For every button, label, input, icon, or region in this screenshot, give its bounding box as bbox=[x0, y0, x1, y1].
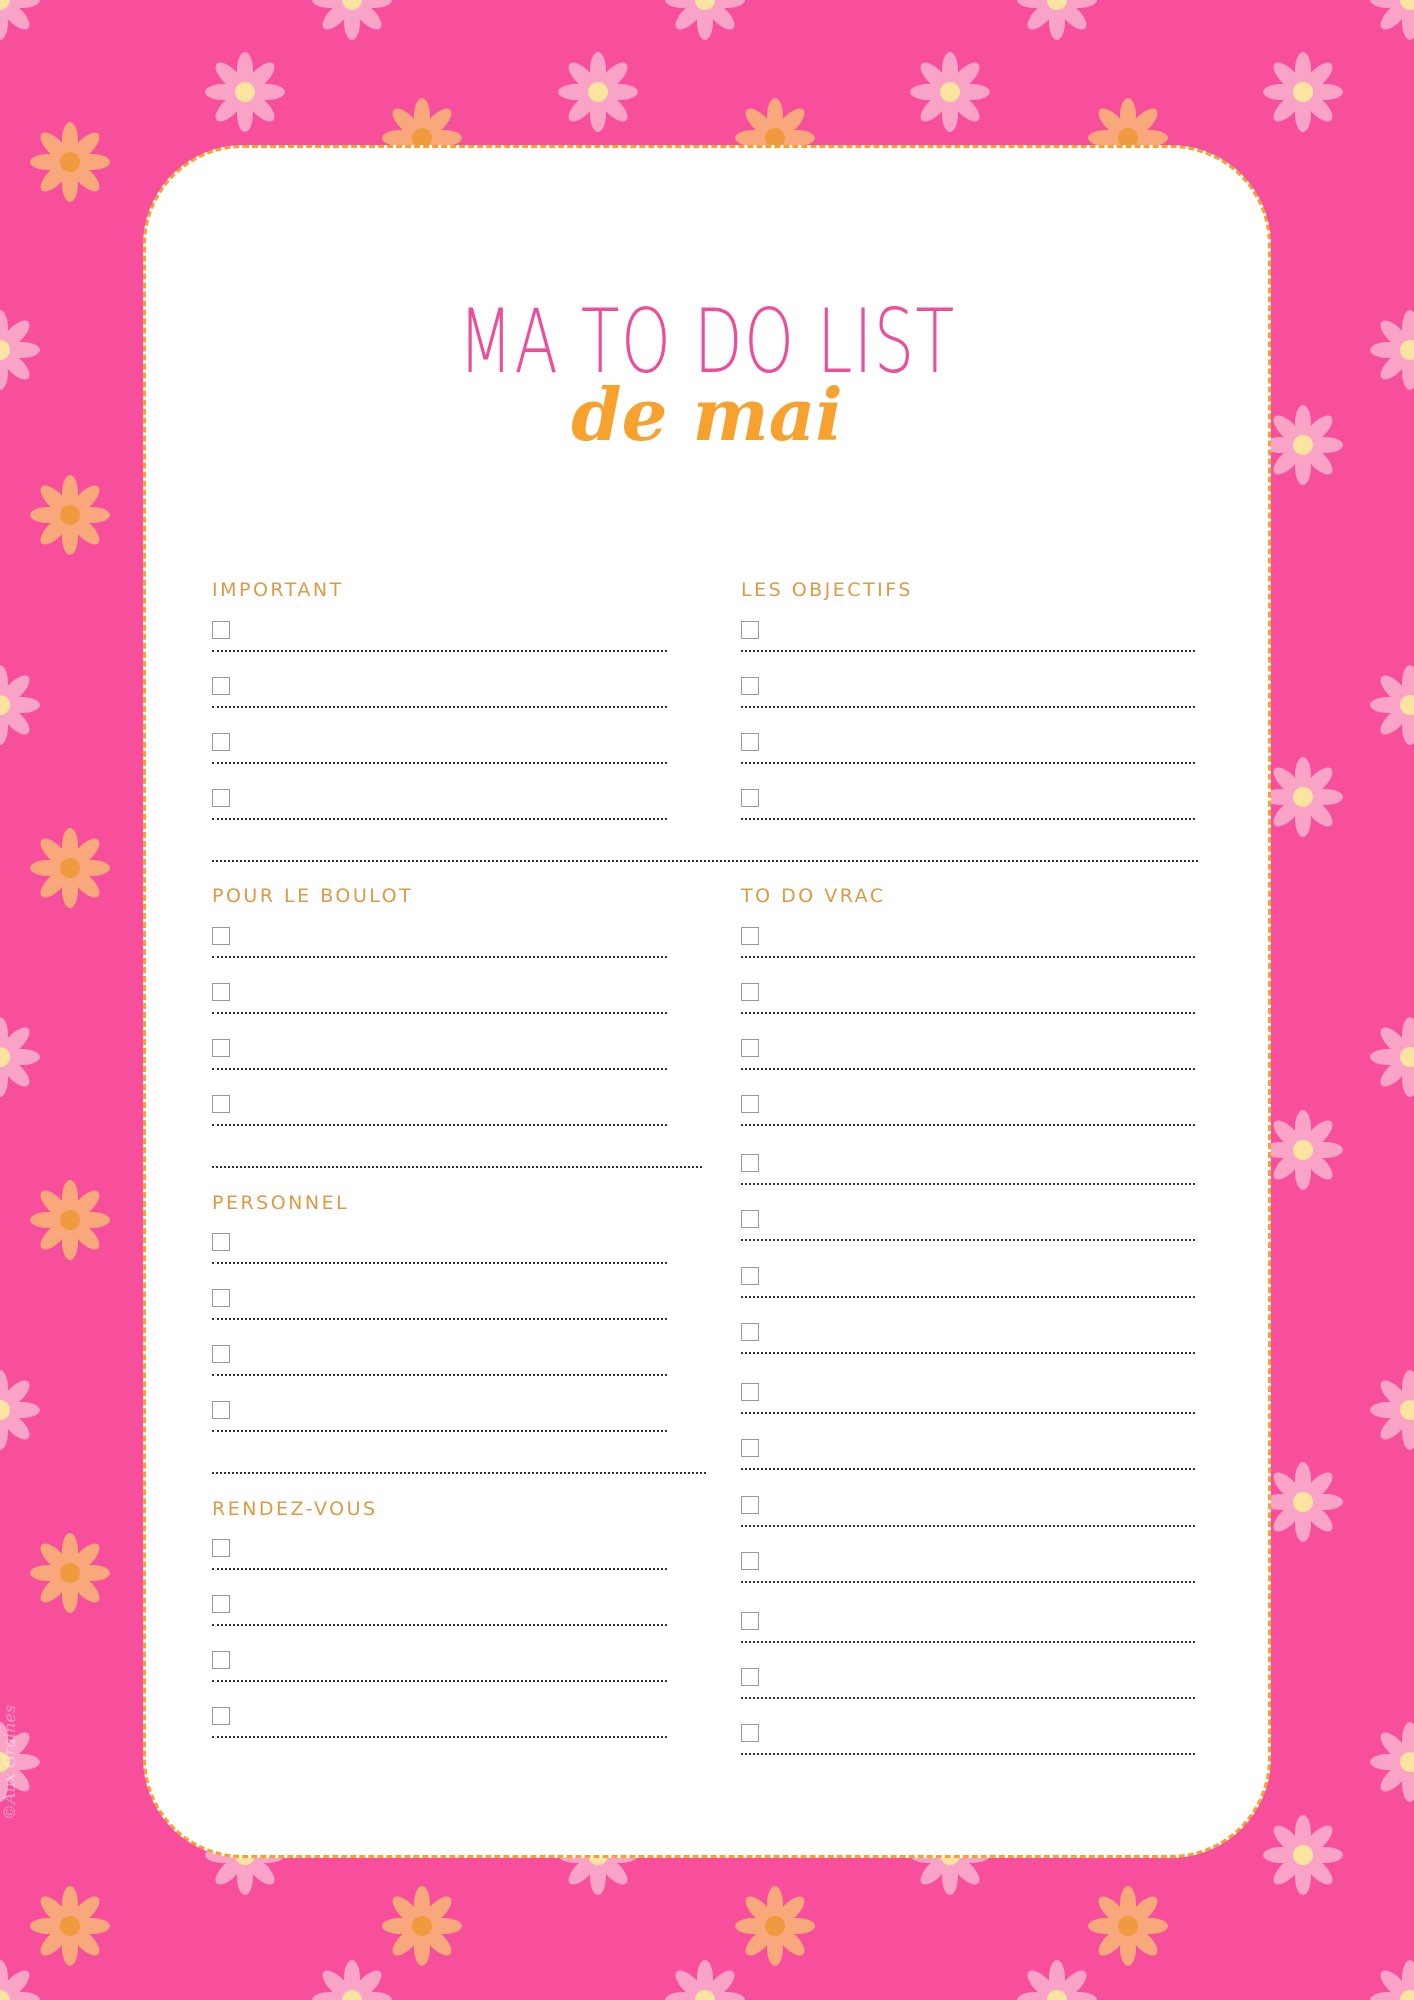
task-checkbox[interactable] bbox=[212, 1401, 230, 1419]
task-checkbox[interactable] bbox=[741, 1496, 759, 1514]
task-checkbox[interactable] bbox=[212, 1595, 230, 1613]
task-line[interactable] bbox=[741, 818, 1195, 820]
task-line[interactable] bbox=[741, 1697, 1195, 1699]
task-line[interactable] bbox=[212, 762, 667, 764]
flower-icon bbox=[1263, 1110, 1343, 1190]
task-checkbox[interactable] bbox=[212, 1289, 230, 1307]
flower-icon bbox=[1370, 1722, 1414, 1802]
task-line[interactable] bbox=[741, 1239, 1195, 1241]
task-line[interactable] bbox=[212, 1124, 667, 1126]
task-line[interactable] bbox=[741, 650, 1195, 652]
task-line[interactable] bbox=[212, 650, 667, 652]
task-checkbox[interactable] bbox=[212, 1233, 230, 1251]
flower-icon bbox=[312, 0, 392, 40]
flower-icon bbox=[30, 122, 110, 202]
task-line[interactable] bbox=[212, 1318, 667, 1320]
flower-icon bbox=[910, 52, 990, 132]
flower-icon bbox=[1263, 757, 1343, 837]
task-line[interactable] bbox=[741, 1068, 1195, 1070]
task-checkbox[interactable] bbox=[212, 621, 230, 639]
flower-icon bbox=[665, 0, 745, 40]
flower-icon bbox=[30, 475, 110, 555]
section-divider bbox=[212, 860, 1198, 862]
task-line[interactable] bbox=[212, 1568, 667, 1570]
task-line[interactable] bbox=[741, 1296, 1195, 1298]
task-checkbox[interactable] bbox=[212, 1345, 230, 1363]
flower-icon bbox=[1263, 1462, 1343, 1542]
section-title-to-do-vrac: TO DO VRAC bbox=[741, 885, 886, 907]
task-line[interactable] bbox=[212, 1680, 667, 1682]
task-line[interactable] bbox=[741, 762, 1195, 764]
flower-icon bbox=[1088, 1886, 1168, 1966]
task-line[interactable] bbox=[741, 1012, 1195, 1014]
flower-icon bbox=[1017, 0, 1097, 40]
task-line[interactable] bbox=[741, 1352, 1195, 1354]
flower-icon bbox=[1370, 1960, 1414, 2000]
task-line[interactable] bbox=[212, 1374, 667, 1376]
flower-icon bbox=[30, 1180, 110, 1260]
task-checkbox[interactable] bbox=[212, 1039, 230, 1057]
task-checkbox[interactable] bbox=[741, 1668, 759, 1686]
task-line[interactable] bbox=[741, 1183, 1195, 1185]
task-line[interactable] bbox=[212, 1068, 667, 1070]
task-checkbox[interactable] bbox=[741, 1039, 759, 1057]
task-line[interactable] bbox=[741, 1468, 1195, 1470]
flower-icon bbox=[312, 1960, 392, 2000]
section-title-pour-le-boulot: POUR LE BOULOT bbox=[212, 885, 414, 907]
task-line[interactable] bbox=[212, 1736, 667, 1738]
task-checkbox[interactable] bbox=[741, 983, 759, 1001]
task-line[interactable] bbox=[212, 1012, 667, 1014]
task-line[interactable] bbox=[741, 1641, 1195, 1643]
task-line[interactable] bbox=[212, 1262, 667, 1264]
flower-icon bbox=[30, 828, 110, 908]
flower-icon bbox=[735, 1886, 815, 1966]
flower-icon bbox=[665, 1960, 745, 2000]
task-checkbox[interactable] bbox=[741, 1154, 759, 1172]
task-checkbox[interactable] bbox=[741, 789, 759, 807]
flower-icon bbox=[0, 0, 40, 40]
task-checkbox[interactable] bbox=[212, 1651, 230, 1669]
task-checkbox[interactable] bbox=[741, 1323, 759, 1341]
task-line[interactable] bbox=[741, 1753, 1195, 1755]
flower-icon bbox=[1263, 52, 1343, 132]
task-checkbox[interactable] bbox=[741, 1612, 759, 1630]
flower-icon bbox=[0, 1017, 40, 1097]
task-checkbox[interactable] bbox=[212, 733, 230, 751]
task-checkbox[interactable] bbox=[741, 1095, 759, 1113]
task-checkbox[interactable] bbox=[741, 621, 759, 639]
flower-icon bbox=[1370, 0, 1414, 40]
task-checkbox[interactable] bbox=[212, 983, 230, 1001]
flower-icon bbox=[382, 1886, 462, 1966]
page-subtitle: de mai bbox=[571, 372, 843, 457]
task-checkbox[interactable] bbox=[741, 1724, 759, 1742]
task-line[interactable] bbox=[741, 1124, 1195, 1126]
flower-icon bbox=[1370, 1017, 1414, 1097]
flower-icon bbox=[1370, 1370, 1414, 1450]
task-checkbox[interactable] bbox=[212, 789, 230, 807]
task-line[interactable] bbox=[741, 956, 1195, 958]
task-line[interactable] bbox=[212, 706, 667, 708]
flower-icon bbox=[558, 52, 638, 132]
section-title-les-objectifs: LES OBJECTIFS bbox=[741, 579, 913, 601]
task-checkbox[interactable] bbox=[741, 1439, 759, 1457]
task-checkbox[interactable] bbox=[741, 1383, 759, 1401]
task-checkbox[interactable] bbox=[741, 1552, 759, 1570]
flower-icon bbox=[30, 1886, 110, 1966]
flower-icon bbox=[0, 665, 40, 745]
task-checkbox[interactable] bbox=[212, 927, 230, 945]
task-checkbox[interactable] bbox=[212, 1095, 230, 1113]
task-checkbox[interactable] bbox=[741, 733, 759, 751]
task-line[interactable] bbox=[741, 706, 1195, 708]
flower-icon bbox=[0, 1370, 40, 1450]
section-title-rendez-vous: RENDEZ-VOUS bbox=[212, 1498, 378, 1520]
task-line[interactable] bbox=[741, 1525, 1195, 1527]
flower-icon bbox=[205, 52, 285, 132]
task-checkbox[interactable] bbox=[741, 1210, 759, 1228]
section-divider bbox=[212, 1472, 706, 1474]
task-line[interactable] bbox=[212, 1430, 667, 1432]
flower-icon bbox=[1017, 1960, 1097, 2000]
flower-icon bbox=[1370, 665, 1414, 745]
task-line[interactable] bbox=[212, 818, 667, 820]
section-divider bbox=[212, 1166, 702, 1168]
credit-text: ©Aux Graines bbox=[0, 1704, 19, 1820]
task-line[interactable] bbox=[741, 1581, 1195, 1583]
task-checkbox[interactable] bbox=[212, 1707, 230, 1725]
task-checkbox[interactable] bbox=[741, 1267, 759, 1285]
task-line[interactable] bbox=[212, 1624, 667, 1626]
task-checkbox[interactable] bbox=[741, 677, 759, 695]
section-title-important: IMPORTANT bbox=[212, 579, 344, 601]
page-title: MA TO DO LIST bbox=[458, 290, 956, 393]
flower-icon bbox=[0, 1960, 40, 2000]
task-checkbox[interactable] bbox=[741, 927, 759, 945]
task-checkbox[interactable] bbox=[212, 677, 230, 695]
task-line[interactable] bbox=[741, 1412, 1195, 1414]
flower-icon bbox=[30, 1533, 110, 1613]
flower-icon bbox=[1263, 1815, 1343, 1895]
section-title-personnel: PERSONNEL bbox=[212, 1192, 350, 1214]
task-checkbox[interactable] bbox=[212, 1539, 230, 1557]
task-line[interactable] bbox=[212, 956, 667, 958]
